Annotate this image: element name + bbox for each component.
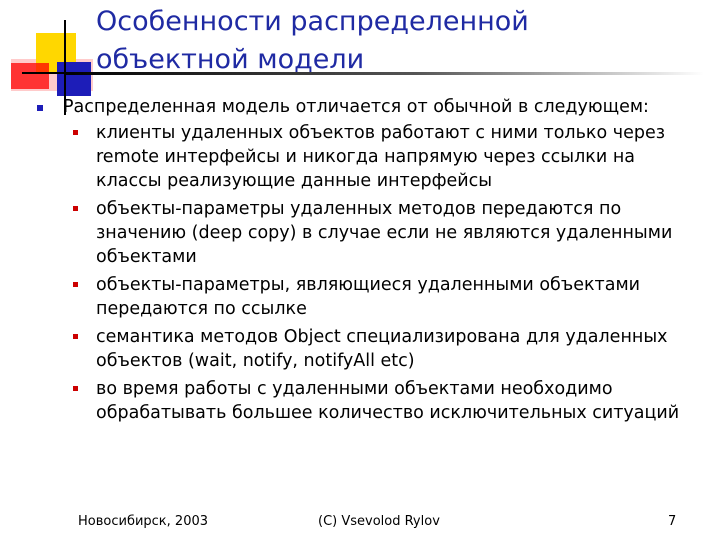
sub-point-text: во время работы с удаленными объектами необходимо обрабатывать большее количество исключительных ситуаций — [96, 379, 680, 423]
sub-point — [0, 377, 720, 425]
sub-point-text: клиенты удаленных объектов работают с ними только через remote интерфейсы и никогда напрямую через ссылки на классы реализующие данные интерфейсы — [96, 123, 666, 191]
decor-blue-square — [57, 62, 91, 96]
slide-title-line-1: Особенности распределенной — [96, 6, 529, 37]
sub-point-text: объекты-параметры, являющиеся удаленными объектами передаются по ссылке — [96, 275, 641, 319]
main-bullet-icon — [37, 105, 43, 111]
footer-location: Новосибирск, 2003 — [78, 514, 209, 529]
slide-title — [96, 3, 529, 79]
sub-point-text: семантика методов Object специализирована для удаленных объектов (wait, notify, notifyAll etc) — [96, 327, 668, 371]
sub-point-text: объекты-параметры удаленных методов передаются по значению (deep copy) в случае если не являются удаленными объектами — [96, 199, 673, 267]
slide-decoration — [0, 0, 110, 110]
sub-bullet-icon — [73, 386, 78, 391]
sub-bullet-icon — [73, 206, 78, 211]
sub-bullet-icon — [73, 282, 78, 287]
decor-red-square — [11, 63, 49, 89]
footer-author: (C) Vsevolod Rylov — [318, 514, 440, 529]
sub-point — [0, 273, 720, 321]
main-point: Распределенная модель отличается от обычной в следующем: — [63, 97, 649, 117]
sub-point — [0, 325, 720, 373]
sub-bullet-icon — [73, 130, 78, 135]
sub-point — [0, 121, 720, 193]
sub-bullet-icon — [73, 334, 78, 339]
sub-point-list — [0, 121, 720, 429]
sub-point — [0, 197, 720, 269]
slide-title-line-2: объектной модели — [96, 44, 365, 75]
footer-page-number: 7 — [668, 514, 677, 529]
